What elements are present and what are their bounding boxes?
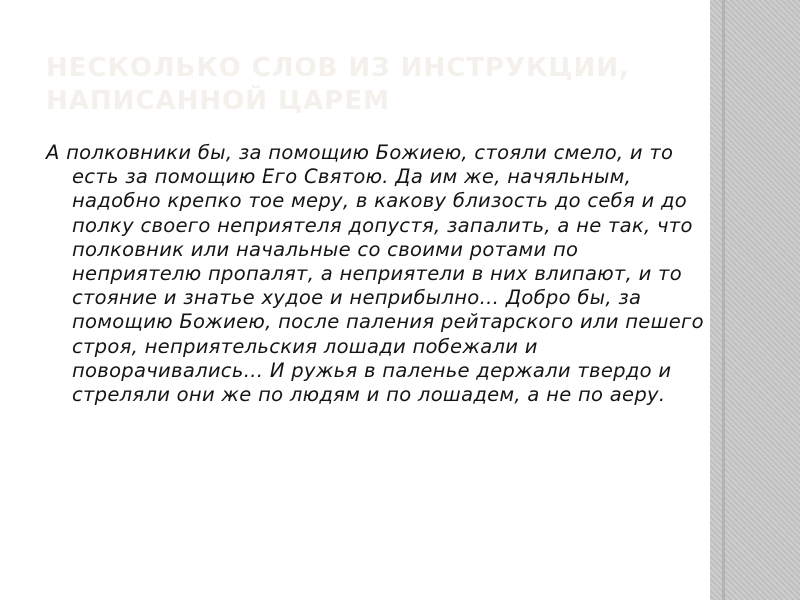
slide-body-text: А полковники бы, за помощию Божиею, стояли смело, и то есть за помощию Его Святою. Да им же, начяльным, надобно крепко тое меру, в какову близость до себя и до полку своего неприятеля допустя, запалить, а не так, что полковник или начальные со своими ротами по неприятелю пропалят, а неприятели в них влипают, и то стояние и знатье худое и неприбылно… Добро бы, за помощию Божиею, после паления рейтарского или пешего строя, неприятельския лошади побежали и поворачивались… И ружья в паленье держали твердо и стреляли они же по людям и по лошадем, а не по аеру.	[46, 141, 704, 407]
slide-title: НЕСКОЛЬКО СЛОВ ИЗ ИНСТРУКЦИИ, НАПИСАННОЙ ЦАРЕМ	[46, 53, 630, 116]
decorative-side-line	[722, 0, 725, 600]
